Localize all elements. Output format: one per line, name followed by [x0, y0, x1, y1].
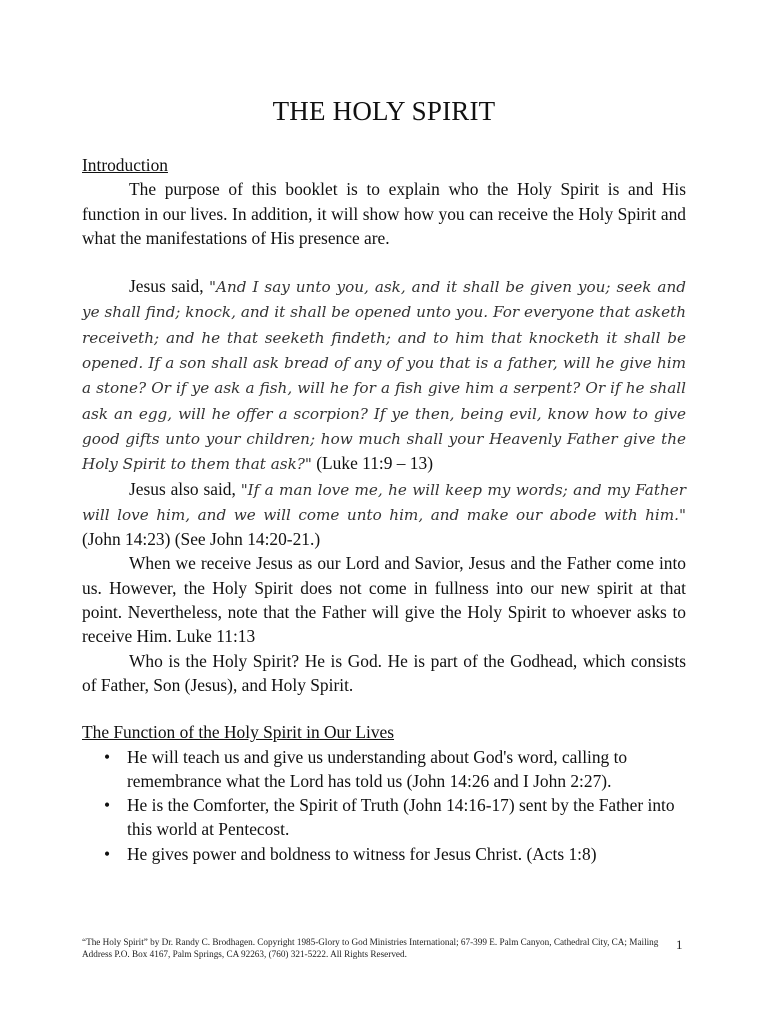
function-list: [82, 745, 686, 866]
page-number: 1: [676, 937, 683, 952]
spacer: [82, 697, 686, 720]
list-item: [82, 745, 686, 794]
intro-paragraph: The purpose of this booklet is to explain who the Holy Spirit is and His function in our lives. In addition, it will show how you can receive the Holy Spirit and what the manifestations of His presence are.: [82, 179, 686, 248]
copyright-footer: “The Holy Spirit” by Dr. Randy C. Brodhagen. Copyright 1985-Glory to God Ministries International; 67-399 E. Palm Canyon, Cathedral City, CA; Mailing Address P.O. Box 4167, Palm Springs, CA 92263, (760) 321-5222. All Rights Reserved.: [82, 937, 659, 960]
bullet-icon: •: [104, 795, 111, 816]
bullet-icon: •: [104, 746, 111, 767]
body-paragraph: Who is the Holy Spirit? He is God. He is part of the Godhead, which consists of Father, Son (Jesus), and Holy Spirit.: [82, 650, 686, 695]
quote-lead: Jesus said,: [129, 276, 210, 297]
scripture-reference: (John 14:23) (See John 14:20-21.): [82, 529, 321, 550]
list-item-text: He will teach us and give us understanding about God's word, calling to remembrance what the Lord has told us (John 14:26 and I John 2:27).: [127, 746, 628, 791]
quote-paragraph-john: [82, 477, 686, 552]
spacer: [82, 250, 686, 274]
body-paragraph: When we receive Jesus as our Lord and Savior, Jesus and the Father come into us. However, the Holy Spirit does not come in fullness into our new spirit at that point. Nevertheless, note that the Father will give the Holy Spirit to whoever asks to receive Him. Luke 11:13: [82, 553, 686, 647]
document-title: THE HOLY SPIRIT: [272, 96, 496, 126]
intro-heading: Introduction: [82, 155, 168, 175]
list-item: [82, 842, 686, 866]
function-heading: The Function of the Holy Spirit in Our Lives: [82, 722, 395, 743]
list-item-text: He is the Comforter, the Spirit of Truth (John 14:16-17) sent by the Father into this world at Pentecost.: [127, 795, 675, 840]
scripture-quote: "If a man love me, he will keep my words; and my Father will love him, and we will come unto him, and make our abode with him.": [82, 480, 686, 524]
list-item-text: He gives power and boldness to witness for Jesus Christ. (Acts 1:8): [127, 843, 597, 864]
quote-paragraph-luke: [82, 274, 686, 476]
list-item: [82, 793, 686, 842]
document-body: [82, 153, 686, 866]
scripture-quote: "And I say unto you, ask, and it shall be given you; seek and ye shall find; knock, and it shall be opened unto you. For everyone that asketh receiveth; and he that seeketh findeth; and to him that knocketh it shall be opened. If a son shall ask bread of any of you that is a father, will he give him a stone? Or if ye ask a fish, will he for a fish give him a serpent? Or if he shall ask an egg, will he offer a scorpion? If ye then, being evil, know how to give good gifts unto your children; how much shall your Heavenly Father give the Holy Spirit to them that ask?": [82, 278, 686, 474]
quote-lead: Jesus also said,: [129, 478, 241, 499]
scripture-reference: (Luke 11:9 – 13): [311, 453, 433, 474]
bullet-icon: •: [104, 843, 111, 864]
